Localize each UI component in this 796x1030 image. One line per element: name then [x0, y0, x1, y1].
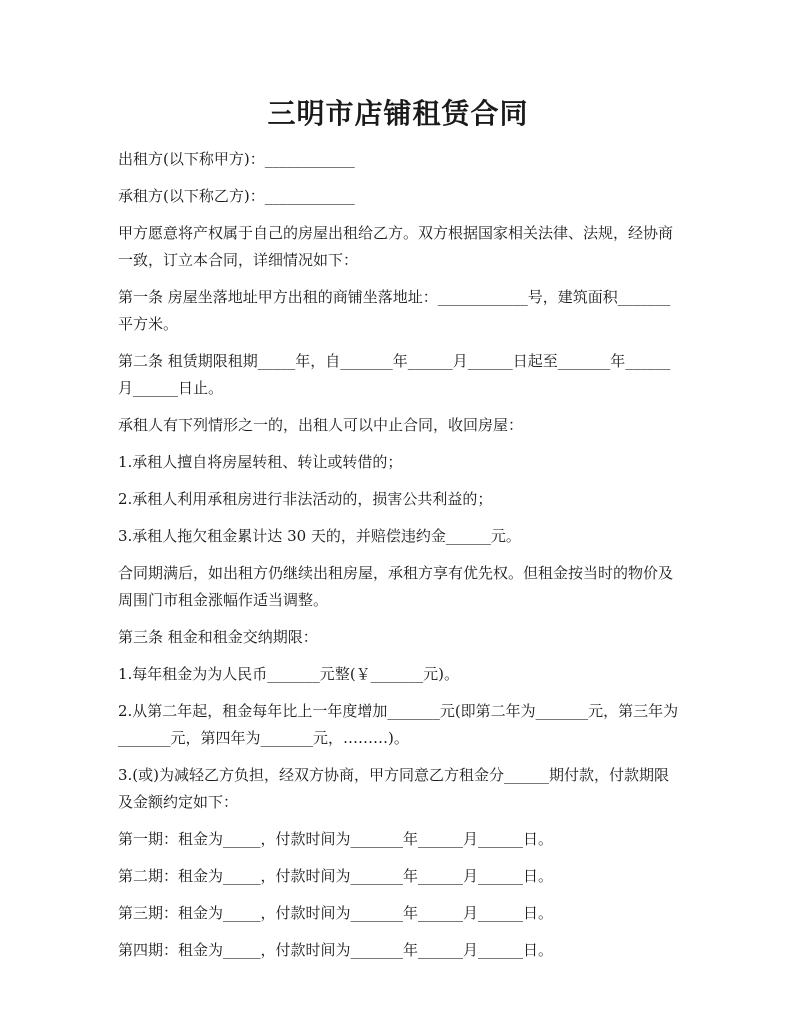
paragraph-rent-2: 2.从第二年起，租金每年比上一年度增加_______元(即第二年为_______元，第三年为_______元，第四年为_______元，………)。	[118, 702, 679, 747]
paragraph-article-3: 第三条 租金和租金交纳期限：	[118, 628, 318, 646]
paragraph-installment-2: 第二期：租金为_____，付款时间为_______年______月______日。	[118, 867, 554, 885]
paragraph-installment-1: 第一期：租金为_____，付款时间为_______年______月______日。	[118, 830, 554, 848]
paragraph-termination-3: 3.承租人拖欠租金累计达 30 天的，并赔偿违约金______元。	[118, 527, 521, 545]
paragraph-installment-4: 第四期：租金为_____，付款时间为_______年______月______日。	[118, 941, 554, 959]
paragraph-termination-1: 1.承租人擅自将房屋转租、转让或转借的；	[118, 453, 403, 471]
document-title: 三明市店铺租赁合同	[267, 97, 529, 130]
paragraph-termination-2: 2.承租人利用承租房进行非法活动的，损害公共利益的；	[118, 490, 493, 508]
document-body	[118, 146, 684, 974]
paragraph-termination-intro: 承租人有下列情形之一的，出租人可以中止合同，收回房屋：	[118, 416, 524, 434]
paragraph-renewal: 合同期满后，如出租方仍继续出租房屋，承租方享有优先权。但租金按当时的物价及周围门市租金涨幅作适当调整。	[118, 564, 674, 609]
paragraph-article-2: 第二条 租赁期限租期_____年，自_______年______月______日起至_______年______月______日止。	[118, 352, 671, 397]
paragraph-lessor: 出租方(以下称甲方)：____________	[118, 150, 355, 168]
paragraph-article-1: 第一条 房屋坐落地址甲方出租的商铺坐落地址：____________号，建筑面积_______平方米。	[118, 288, 671, 333]
paragraph-installment-3: 第三期：租金为_____，付款时间为_______年______月______日。	[118, 904, 554, 922]
paragraph-intro: 甲方愿意将产权属于自己的房屋出租给乙方。双方根据国家相关法律、法规，经协商一致，订立本合同，详细情况如下：	[118, 224, 674, 269]
paragraph-rent-1: 1.每年租金为为人民币_______元整(￥_______元)。	[118, 665, 460, 683]
paragraph-rent-3: 3.(或)为减轻乙方负担，经双方协商，甲方同意乙方租金分______期付款，付款期限及金额约定如下：	[118, 766, 670, 811]
paragraph-lessee: 承租方(以下称乙方)：____________	[118, 187, 355, 205]
